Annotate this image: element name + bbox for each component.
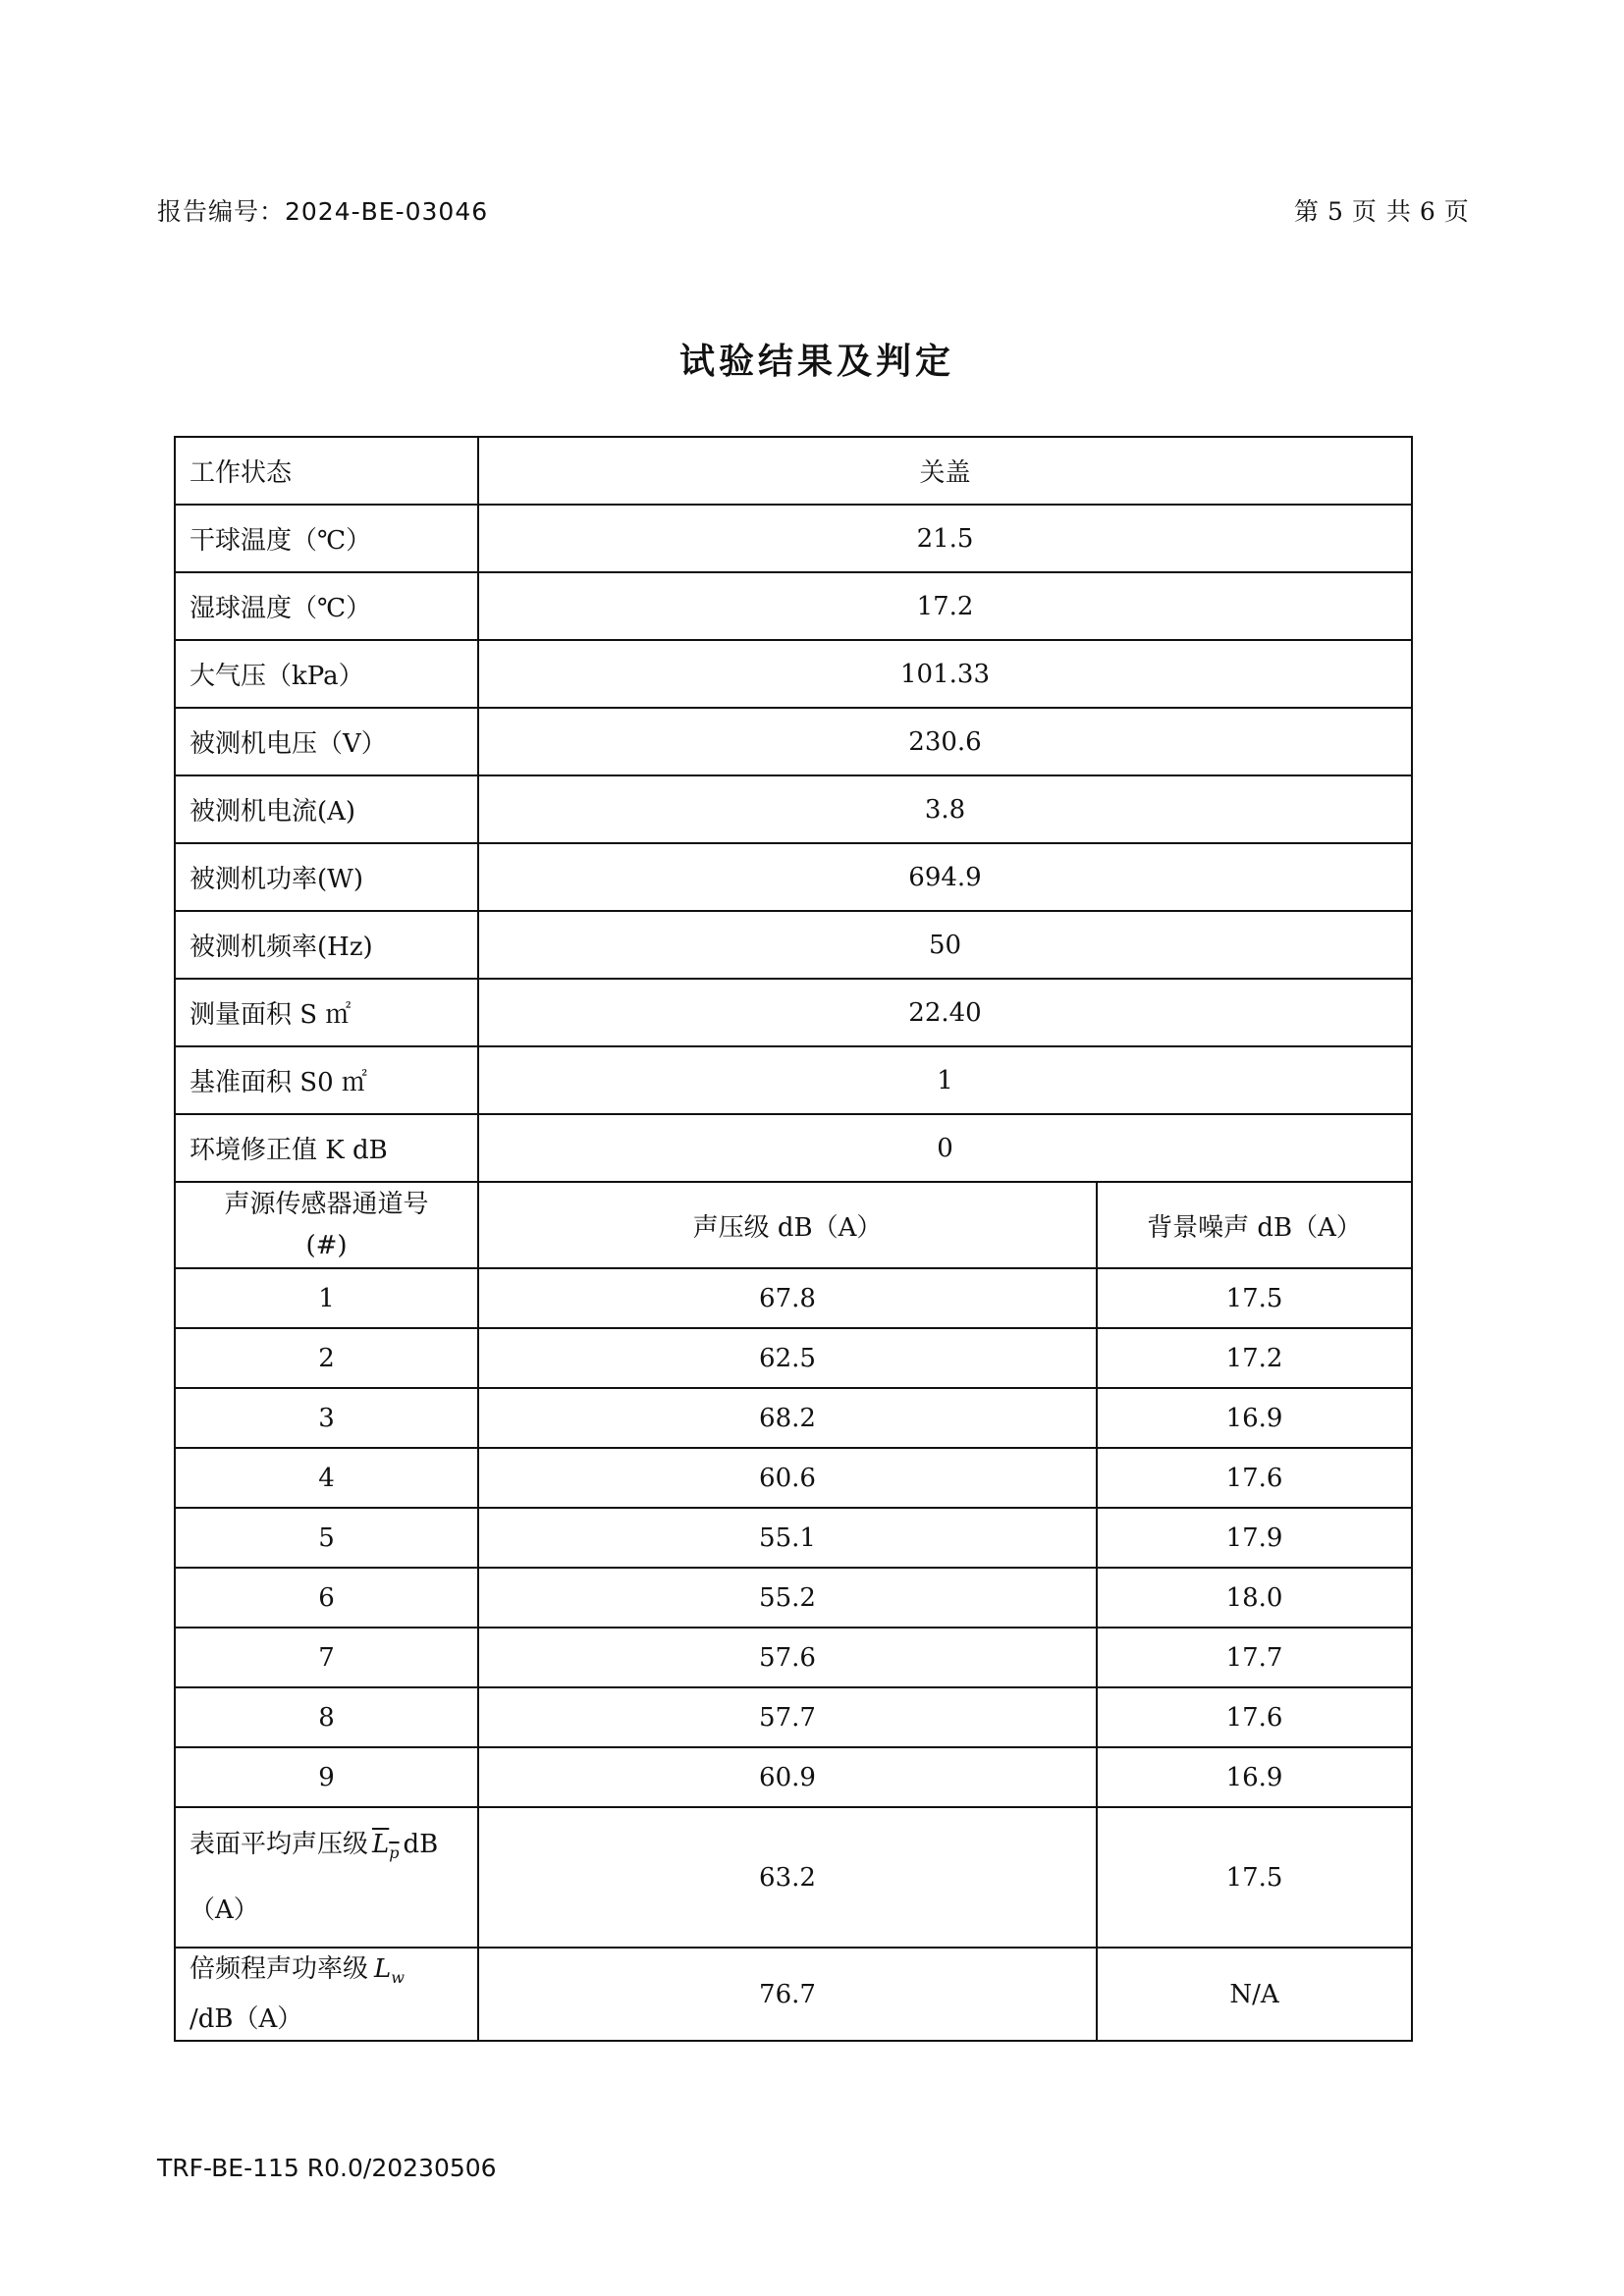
param-label: 被测机电流(A) xyxy=(175,775,478,843)
sensor-background: 16.9 xyxy=(1097,1388,1412,1448)
average-background-value: 17.5 xyxy=(1097,1807,1412,1948)
sensor-background: 17.6 xyxy=(1097,1687,1412,1747)
param-value: 21.5 xyxy=(478,505,1412,572)
param-value: 0 xyxy=(478,1114,1412,1182)
sensor-channel: 8 xyxy=(175,1687,478,1747)
param-value: 101.33 xyxy=(478,640,1412,708)
sensor-row xyxy=(175,1268,1412,1328)
header-spl: 声压级 dB（A） xyxy=(478,1182,1097,1268)
average-spl-row xyxy=(175,1807,1412,1948)
average-symbol xyxy=(372,1829,400,1863)
page-current: 5 xyxy=(1327,197,1344,226)
sensor-channel: 2 xyxy=(175,1328,478,1388)
param-row-current xyxy=(175,775,1412,843)
page-title: 试验结果及判定 xyxy=(678,342,954,382)
sensor-spl: 62.5 xyxy=(478,1328,1097,1388)
sensor-background: 17.5 xyxy=(1097,1268,1412,1328)
param-label: 被测机电压（V） xyxy=(175,708,478,775)
sensor-row xyxy=(175,1508,1412,1568)
param-row-env-correction xyxy=(175,1114,1412,1182)
sensor-background: 17.9 xyxy=(1097,1508,1412,1568)
average-symbol-sub: p xyxy=(389,1843,400,1863)
param-row-frequency xyxy=(175,911,1412,979)
average-label-line1 xyxy=(189,1816,463,1882)
sensor-spl: 68.2 xyxy=(478,1388,1097,1448)
param-row-pressure xyxy=(175,640,1412,708)
sensor-row xyxy=(175,1747,1412,1807)
param-value: 50 xyxy=(478,911,1412,979)
page-suffix: 页 xyxy=(1443,197,1470,226)
sensor-background: 17.2 xyxy=(1097,1328,1412,1388)
average-label xyxy=(175,1807,478,1948)
sensor-background: 18.0 xyxy=(1097,1568,1412,1628)
power-background-value: N/A xyxy=(1097,1948,1412,2041)
param-row-dry-bulb xyxy=(175,505,1412,572)
param-value: 694.9 xyxy=(478,843,1412,911)
sensor-row xyxy=(175,1687,1412,1747)
param-label: 工作状态 xyxy=(175,437,478,505)
param-label: 被测机功率(W) xyxy=(175,843,478,911)
page-mid: 页 共 xyxy=(1351,197,1412,226)
sensor-spl: 57.7 xyxy=(478,1687,1097,1747)
form-code: TRF-BE-115 R0.0/20230506 xyxy=(157,2154,497,2182)
average-label-unit: dB xyxy=(403,1829,439,1859)
sensor-row xyxy=(175,1328,1412,1388)
sensor-spl: 55.1 xyxy=(478,1508,1097,1568)
param-row-working-state xyxy=(175,437,1412,505)
sensor-channel: 7 xyxy=(175,1628,478,1687)
average-label-line2: （A） xyxy=(189,1896,259,1926)
power-label-line1 xyxy=(189,1949,463,1999)
page-indicator xyxy=(1294,192,1470,228)
power-symbol-letter: L xyxy=(374,1954,392,1984)
param-label: 基准面积 S0 ㎡ xyxy=(175,1046,478,1114)
power-spl-value: 76.7 xyxy=(478,1948,1097,2041)
report-number: 报告编号：2024-BE-03046 xyxy=(157,197,489,226)
param-label: 测量面积 S ㎡ xyxy=(175,979,478,1046)
param-label: 湿球温度（℃） xyxy=(175,572,478,640)
sensor-spl: 57.6 xyxy=(478,1628,1097,1687)
sound-power-row xyxy=(175,1948,1412,2041)
sensor-channel: 1 xyxy=(175,1268,478,1328)
header-background: 背景噪声 dB（A） xyxy=(1097,1182,1412,1268)
sensor-channel: 9 xyxy=(175,1747,478,1807)
param-value: 17.2 xyxy=(478,572,1412,640)
param-value: 关盖 xyxy=(478,437,1412,505)
header-channel-line1: 声源传感器通道号 xyxy=(224,1190,429,1219)
power-label-text: 倍频程声功率级 xyxy=(189,1954,369,1984)
sensor-row xyxy=(175,1388,1412,1448)
sensor-row xyxy=(175,1448,1412,1508)
average-symbol-letter: L xyxy=(372,1829,390,1859)
power-symbol xyxy=(374,1954,405,1988)
sensor-spl: 67.8 xyxy=(478,1268,1097,1328)
param-value: 22.40 xyxy=(478,979,1412,1046)
param-value: 230.6 xyxy=(478,708,1412,775)
param-row-measurement-area xyxy=(175,979,1412,1046)
sensor-background: 17.6 xyxy=(1097,1448,1412,1508)
param-row-voltage xyxy=(175,708,1412,775)
sensor-row xyxy=(175,1628,1412,1687)
page-total: 6 xyxy=(1419,197,1436,226)
sensor-background: 16.9 xyxy=(1097,1747,1412,1807)
sensor-background: 17.7 xyxy=(1097,1628,1412,1687)
param-label: 被测机频率(Hz) xyxy=(175,911,478,979)
power-symbol-sub: w xyxy=(391,1968,405,1988)
header-channel-line2: (#) xyxy=(305,1231,348,1260)
average-label-prefix: 表面平均声压级 xyxy=(189,1829,369,1859)
param-row-wet-bulb xyxy=(175,572,1412,640)
sensor-channel: 4 xyxy=(175,1448,478,1508)
param-value: 1 xyxy=(478,1046,1412,1114)
power-label xyxy=(175,1948,478,2041)
sensor-row xyxy=(175,1568,1412,1628)
param-row-power xyxy=(175,843,1412,911)
page-prefix: 第 xyxy=(1294,197,1321,226)
results-table xyxy=(174,436,1413,2042)
power-label-line2: /dB（A） xyxy=(189,2004,303,2035)
sensor-spl: 60.6 xyxy=(478,1448,1097,1508)
sensor-spl: 55.2 xyxy=(478,1568,1097,1628)
param-value: 3.8 xyxy=(478,775,1412,843)
sensor-spl: 60.9 xyxy=(478,1747,1097,1807)
param-row-reference-area xyxy=(175,1046,1412,1114)
sensor-channel: 3 xyxy=(175,1388,478,1448)
sensor-header-row xyxy=(175,1182,1412,1268)
sensor-channel: 5 xyxy=(175,1508,478,1568)
param-label: 环境修正值 K dB xyxy=(175,1114,478,1182)
sensor-channel: 6 xyxy=(175,1568,478,1628)
average-spl-value: 63.2 xyxy=(478,1807,1097,1948)
param-label: 干球温度（℃） xyxy=(175,505,478,572)
header-channel xyxy=(175,1182,478,1268)
param-label: 大气压（kPa） xyxy=(175,640,478,708)
